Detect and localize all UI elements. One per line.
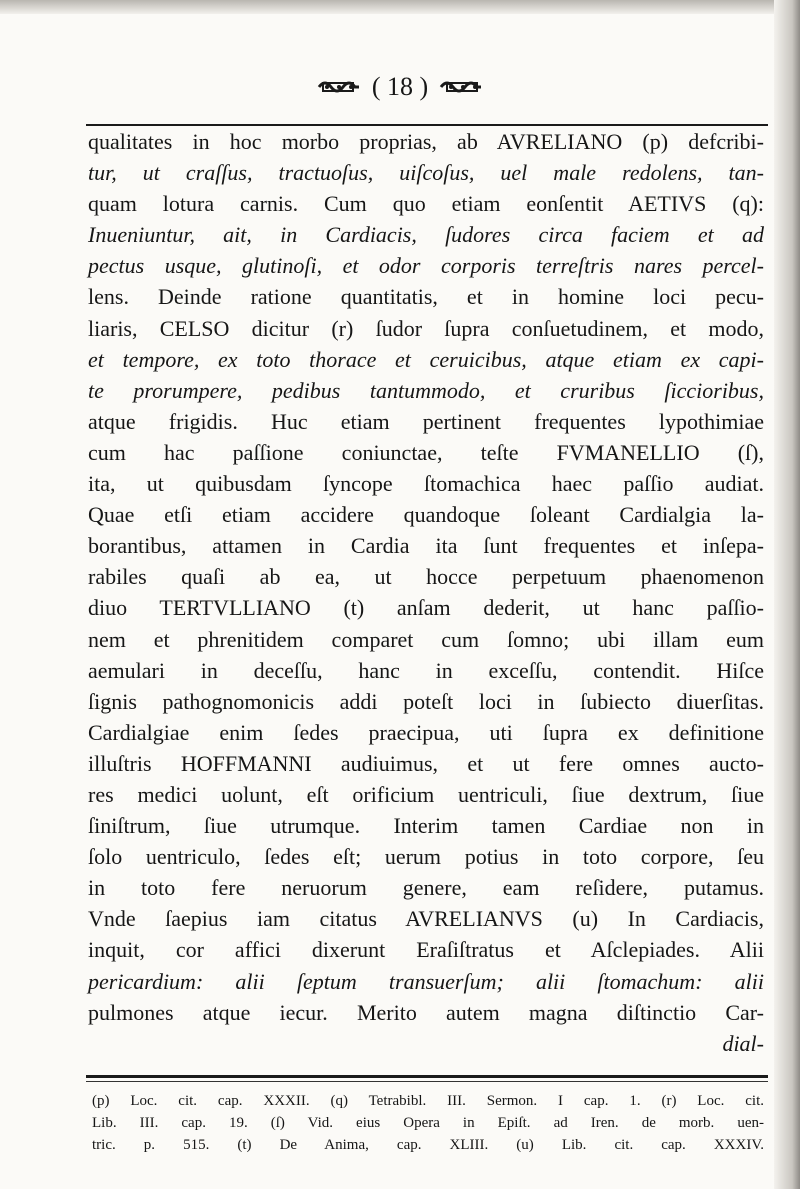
text-line: res medici uolunt, eſt orificium uentriculi, ſiue dextrum, ſiue xyxy=(88,781,764,807)
text-line: ita, ut quibusdam ſyncope ſtomachica haec paſſio audiat. xyxy=(88,471,764,497)
footnote-rule xyxy=(86,1075,768,1078)
text-line: ſignis pathognomonicis addi poteſt loci in ſubiecto diuerſitas. xyxy=(88,688,764,714)
text-line: dial- xyxy=(722,1030,764,1056)
text-line: Cardialgiae enim ſedes praecipua, uti ſupra ex definitione xyxy=(88,719,764,745)
left-ornament-icon xyxy=(317,77,361,97)
page-top-shadow xyxy=(0,0,800,14)
text-line: in toto fere neruorum genere, eam reſidere, putamus. xyxy=(88,875,764,901)
page-header xyxy=(0,72,800,112)
text-line: quam lotura carnis. Cum quo etiam eonſentit AETIVS (q): xyxy=(88,191,764,217)
text-line: lens. Deinde ratione quantitatis, et in homine loci pecu- xyxy=(88,284,764,310)
text-line: qualitates in hoc morbo proprias, ab AVRELIANO (p) defcribi- xyxy=(88,129,764,154)
text-line: aemulari in deceſſu, hanc in exceſſu, contendit. Hiſce xyxy=(88,657,764,683)
text-line: pericardium: alii ſeptum transuerſum; alii ſtomachum: alii xyxy=(88,968,764,994)
page-edge-shadow xyxy=(774,0,800,1189)
right-ornament-icon xyxy=(439,77,483,97)
page-number: ( 18 ) xyxy=(371,72,429,101)
text-line: inquit, cor affici dixerunt Eraſiſtratus et Aſclepiades. Alii xyxy=(88,937,764,963)
text-line: te prorumpere, pedibus tantummodo, et cruribus ſiccioribus, xyxy=(88,377,764,403)
text-line: Inueniuntur, ait, in Cardiacis, ſudores circa faciem et ad xyxy=(88,222,764,248)
text-line: Vnde ſaepius iam citatus AVRELIANVS (u) In Cardiacis, xyxy=(88,906,764,932)
main-text-block xyxy=(88,126,764,1059)
text-line: liaris, CELSO dicitur (r) ſudor ſupra conſuetudinem, et modo, xyxy=(88,315,764,341)
text-line: ſolo uentriculo, ſedes eſt; uerum potius in toto corpore, ſeu xyxy=(88,844,764,870)
footnote-line: Lib. III. cap. 19. (ſ) Vid. eius Opera in Epiſt. ad Iren. de morb. uen- xyxy=(92,1115,764,1131)
text-line: illuſtris HOFFMANNI audiuimus, et ut fere omnes aucto- xyxy=(88,750,764,776)
text-line: Quae etſi etiam accidere quandoque ſoleant Cardialgia la- xyxy=(88,502,764,528)
text-line: ſiniſtrum, ſiue utrumque. Interim tamen Cardiae non in xyxy=(88,813,764,839)
text-line: cum hac paſſione coniunctae, teſte FVMANELLIO (ſ), xyxy=(88,439,764,465)
footnote-line: (p) Loc. cit. cap. XXXII. (q) Tetrabibl. III. Sermon. I cap. 1. (r) Loc. cit. xyxy=(92,1093,764,1109)
text-line: pectus usque, glutinoſi, et odor corporis terreſtris nares percel- xyxy=(88,253,764,279)
text-line: nem et phrenitidem comparet cum ſomno; ubi illam eum xyxy=(88,626,764,652)
footnote-line: tric. p. 515. (t) De Anima, cap. XLIII. (u) Lib. cit. cap. XXXIV. xyxy=(92,1137,764,1153)
text-line: pulmones atque iecur. Merito autem magna diſtinctio Car- xyxy=(88,999,764,1025)
text-line: et tempore, ex toto thorace et ceruicibus, atque etiam ex capi- xyxy=(88,346,764,372)
footnotes-block xyxy=(92,1090,764,1156)
text-line: borantibus, attamen in Cardia ita ſunt frequentes et inſepa- xyxy=(88,533,764,559)
footnote-rule-thin xyxy=(86,1081,768,1082)
text-line: diuo TERTVLLIANO (t) anſam dederit, ut hanc paſſio- xyxy=(88,595,764,621)
text-line: tur, ut craſſus, tractuoſus, uiſcoſus, uel male redolens, tan- xyxy=(88,160,764,186)
text-line: rabiles quaſi ab ea, ut hocce perpetuum phaenomenon xyxy=(88,564,764,590)
text-line: atque frigidis. Huc etiam pertinent frequentes lypothimiae xyxy=(88,408,764,434)
